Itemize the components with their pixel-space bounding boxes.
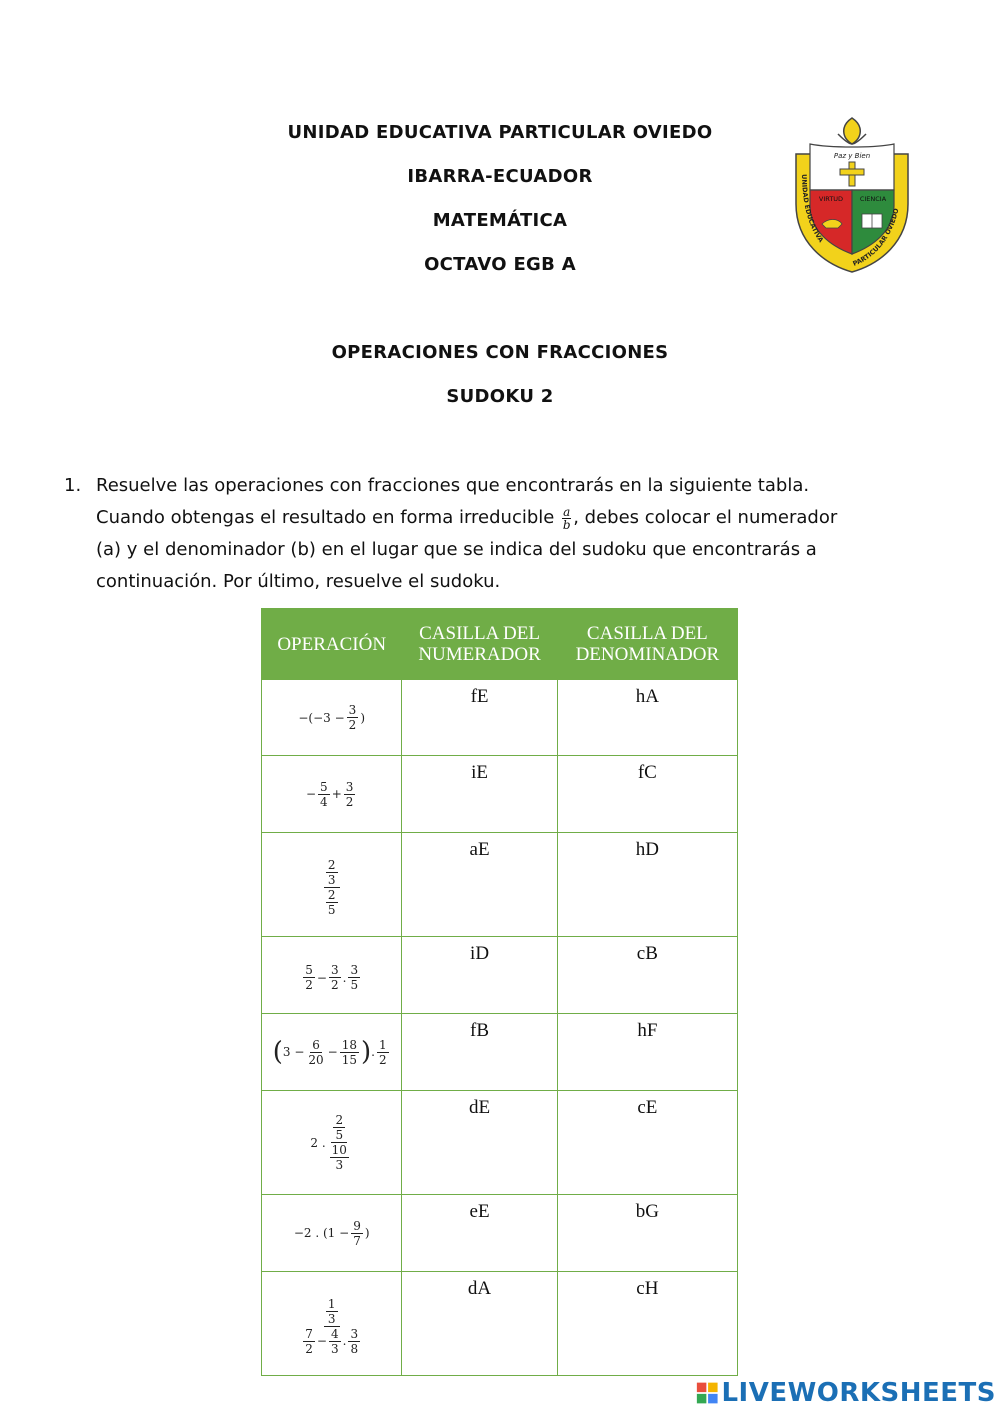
operation-expression: −2 . (1 − 9 7 ) (262, 1195, 402, 1272)
operation-expression: 2 . $\frac{2}{5}$ $\frac{10}{3}$ (262, 1091, 402, 1195)
table-row (262, 756, 738, 833)
topic-title: OPERACIONES CON FRACCIONES (331, 342, 669, 363)
frac-a: a (563, 504, 571, 519)
numerator-cell: iE (402, 756, 557, 833)
header-numerador: CASILLA DEL NUMERADOR (402, 609, 557, 680)
denominator-cell: hD (557, 833, 737, 937)
numerator-cell: dA (402, 1272, 557, 1376)
numerator-cell: iD (402, 937, 557, 1014)
school-crest-icon (790, 114, 914, 276)
numerator-cell: eE (402, 1195, 557, 1272)
operations-table (261, 608, 738, 1376)
activity-title: SUDOKU 2 (446, 386, 554, 407)
crest-left-field: VIRTUD (818, 195, 844, 203)
denominator-cell: cE (557, 1091, 737, 1195)
liveworksheets-logo (696, 1376, 996, 1410)
numerator-cell: fB (402, 1014, 557, 1091)
table-row (262, 937, 738, 1014)
operation-expression: ( 3 − 6 20 − 18 15 ) . 1 2 (262, 1014, 402, 1091)
table-row (262, 1091, 738, 1195)
instructions (64, 470, 884, 598)
denominator-cell: cB (557, 937, 737, 1014)
crest-ring-left: UNIDAD EDUCATIVA (799, 174, 826, 244)
crest-motto: Paz y Bien (833, 152, 871, 160)
frac-b: b (562, 517, 571, 532)
operation-expression: 5 2 − 3 2 . 3 5 (262, 937, 402, 1014)
grade: OCTAVO EGB A (424, 254, 576, 275)
table-row (262, 1272, 738, 1376)
header-operacion: OPERACIÓN (262, 609, 402, 680)
numerator-cell: fE (402, 680, 557, 756)
table-row (262, 833, 738, 937)
instruction-line-2a: Cuando obtengas el resultado en forma irreducible (96, 507, 555, 528)
table-row (262, 1014, 738, 1091)
instruction-line-2b: , debes colocar el numerador (573, 507, 838, 528)
operation-expression: $\frac{2}{3}$ $\frac{2}{5}$ (262, 833, 402, 937)
denominator-cell: hA (557, 680, 737, 756)
crest-ring-right: PARTICULAR OVIEDO (851, 207, 901, 268)
table-header-row (262, 609, 738, 680)
brand-name: LIVEWORKSHEETS (721, 1378, 996, 1408)
school-name: UNIDAD EDUCATIVA PARTICULAR OVIEDO (287, 122, 713, 143)
fraction-a-over-b (562, 506, 571, 531)
denominator-cell: fC (557, 756, 737, 833)
denominator-cell: cH (557, 1272, 737, 1376)
instruction-line-2 (96, 502, 884, 534)
table-row (262, 680, 738, 756)
table-row (262, 1195, 738, 1272)
operation-expression: − 5 4 + 3 2 (262, 756, 402, 833)
crest-right-field: CIENCIA (859, 195, 887, 203)
instruction-line-4: continuación. Por último, resuelve el sudoku. (96, 571, 501, 592)
denominator-cell: hF (557, 1014, 737, 1091)
operation-expression: −(−3 − 3 2 ) (262, 680, 402, 756)
instruction-line-1: Resuelve las operaciones con fracciones que encontrarás en la siguiente tabla. (96, 475, 810, 496)
numerator-cell: dE (402, 1091, 557, 1195)
instruction-number: 1. (64, 475, 82, 496)
city: IBARRA-ECUADOR (407, 166, 593, 187)
liveworksheets-icon (696, 1380, 718, 1406)
header-denominador: CASILLA DEL DENOMINADOR (557, 609, 737, 680)
numerator-cell: aE (402, 833, 557, 937)
instruction-line-3: (a) y el denominador (b) en el lugar que se indica del sudoku que encontrarás a (96, 539, 817, 560)
operation-expression: $\frac{1}{3}$ 7 2 − 4 3 . 3 8 (262, 1272, 402, 1376)
subject: MATEMÁTICA (432, 210, 568, 231)
denominator-cell: bG (557, 1195, 737, 1272)
